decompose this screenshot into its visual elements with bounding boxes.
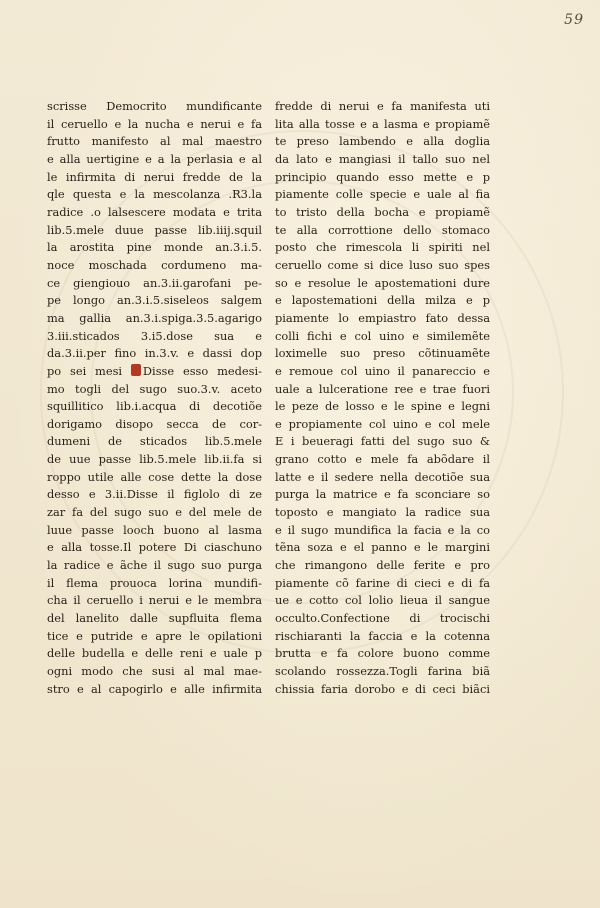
text-line-content: il ceruello e la nucha e nerui e fa <box>47 116 262 131</box>
text-line <box>47 345 262 363</box>
text-line <box>47 592 262 610</box>
text-line-content: tẽna soza e el panno e le margini <box>275 540 490 555</box>
text-line <box>47 292 262 310</box>
text-line-content: ce giengiouo an.3.ii.garofani pe- <box>47 275 262 290</box>
text-line <box>275 504 490 522</box>
text-line-content: e remoue col uino il panareccio e <box>275 363 490 378</box>
text-line-content: po sei mesi <box>47 363 123 378</box>
text-line <box>275 98 490 116</box>
text-line-content: principio quando esso mette e p <box>275 169 490 184</box>
text-line <box>47 363 262 381</box>
text-line <box>47 451 262 469</box>
text-line <box>275 486 490 504</box>
text-line <box>47 310 262 328</box>
text-line <box>275 310 490 328</box>
text-line-content: e lapostemationi della milza e p <box>275 293 490 308</box>
text-line-content: toposto e mangiato la radice sua <box>275 505 490 520</box>
text-line-content: tice e putride e apre le opilationi <box>47 628 262 643</box>
text-line <box>47 222 262 240</box>
text-line-content: desso e 3.ii.Disse il figlolo di ze <box>47 487 262 502</box>
text-line-content: loximelle suo preso cõtinuamẽte <box>275 346 490 361</box>
text-line-content: uale a lulceratione ree e trae fuori <box>275 381 490 396</box>
text-line-content: 3.iii.sticados 3.i5.dose sua e <box>47 328 262 343</box>
text-line <box>47 681 262 699</box>
text-line-content: ma gallia an.3.i.spiga.3.5.agarigo <box>47 310 262 325</box>
text-line <box>47 151 262 169</box>
text-line <box>275 557 490 575</box>
text-line <box>275 381 490 399</box>
text-line <box>47 98 262 116</box>
text-line <box>47 469 262 487</box>
text-line-content: lita alla tosse e a lasma e propiamẽ <box>275 116 490 131</box>
text-line-content: zar fa del sugo suo e del mele de <box>47 505 262 520</box>
text-line-content: stro e al capogirlo e alle infirmita <box>47 681 262 696</box>
text-line-content: roppo utile alle cose dette la dose <box>47 469 262 484</box>
text-line-content: te alla corrottione dello stomaco <box>275 222 490 237</box>
text-line-content: qle questa e la mescolanza .R3.la <box>47 187 262 202</box>
text-line-content: posto che rimescola li spiriti nel <box>275 240 490 255</box>
text-line <box>47 239 262 257</box>
text-line-content: da.3.ii.per fino in.3.v. e dassi dop <box>47 346 262 361</box>
text-line-content: frutto manifesto al mal maestro <box>47 134 262 149</box>
text-line-content: piamente cõ farine di cieci e di fa <box>275 575 490 590</box>
text-line <box>47 328 262 346</box>
text-line-content: te preso lambendo e alla doglia <box>275 134 490 149</box>
text-line-content: chissia faria dorobo e di ceci biãci <box>275 681 490 696</box>
text-line <box>275 257 490 275</box>
text-line <box>275 522 490 540</box>
text-line <box>275 116 490 134</box>
text-line-content: da lato e mangiasi il tallo suo nel <box>275 151 490 166</box>
text-line-content: lib.5.mele duue passe lib.iiij.squil <box>47 222 262 237</box>
text-line <box>47 116 262 134</box>
text-line <box>275 433 490 451</box>
text-line <box>47 539 262 557</box>
text-line <box>275 469 490 487</box>
text-line-content: scolando rossezza.Togli farina biã <box>275 664 490 678</box>
text-line-content: fredde di nerui e fa manifesta uti <box>275 99 490 113</box>
text-line-content: ogni modo che susi al mal mae- <box>47 664 262 678</box>
text-line <box>275 239 490 257</box>
text-line <box>275 133 490 151</box>
text-line-content: so e resolue le apostemationi dure <box>275 275 490 290</box>
text-line-content: le infirmita di nerui fredde de la <box>47 169 262 184</box>
text-line-content: colli fichi e col uino e similemẽte <box>275 328 490 343</box>
text-line-content: mo togli del sugo suo.3.v. aceto <box>47 381 262 396</box>
text-line <box>47 610 262 628</box>
text-line <box>47 257 262 275</box>
text-line <box>47 557 262 575</box>
text-line <box>275 592 490 610</box>
text-line <box>47 275 262 293</box>
text-line <box>47 628 262 646</box>
right-text-column <box>275 98 490 698</box>
text-line <box>275 275 490 293</box>
text-line <box>275 204 490 222</box>
text-line-content: del lanelito dalle supfluita flema <box>47 611 262 626</box>
text-line-content: delle budella e delle reni e uale p <box>47 646 262 661</box>
text-line-content: e il sugo mundifica la facia e la co <box>275 522 490 537</box>
text-line <box>275 151 490 169</box>
text-line-content: il flema prouoca lorina mundifi- <box>47 575 262 590</box>
rubricated-line-suffix: Disse esso medesi- <box>142 363 262 378</box>
text-line-content: luue passe looch buono al lasma <box>47 522 262 537</box>
text-line <box>275 169 490 187</box>
text-line-content: piamente lo empiastro fato dessa <box>275 310 490 325</box>
left-text-column <box>47 98 262 698</box>
text-line-content: occulto.Confectione di trocischi <box>275 611 490 626</box>
text-line <box>47 204 262 222</box>
text-line <box>47 169 262 187</box>
text-line-content: squillitico lib.i.acqua di decotiõe <box>47 399 262 414</box>
text-line <box>275 539 490 557</box>
text-line-content: to tristo della bocha e propiamẽ <box>275 204 490 219</box>
text-line-content: noce moschada cordumeno ma- <box>47 257 262 272</box>
text-line <box>47 575 262 593</box>
text-line-content: scrisse Democrito mundificante <box>47 99 262 113</box>
text-line <box>47 486 262 504</box>
text-line <box>47 398 262 416</box>
text-line <box>47 133 262 151</box>
text-line <box>47 186 262 204</box>
text-line-content: dumeni de sticados lib.5.mele <box>47 434 262 449</box>
text-line <box>275 451 490 469</box>
text-line-content: e alla tosse.Il potere Di ciaschuno <box>47 540 262 555</box>
text-line-content: la radice e ãche il sugo suo purga <box>47 558 262 573</box>
text-line-content: ceruello come si dice luso suo spes <box>275 257 490 272</box>
text-line <box>275 328 490 346</box>
text-line <box>275 398 490 416</box>
folio-number: 59 <box>564 12 584 28</box>
text-line-content: brutta e fa colore buono comme <box>275 646 490 661</box>
text-line <box>275 363 490 381</box>
text-line <box>47 504 262 522</box>
text-line-content: grano cotto e mele fa abõdare il <box>275 452 490 467</box>
text-line <box>275 628 490 646</box>
text-line <box>275 610 490 628</box>
text-line <box>275 186 490 204</box>
text-line-content: latte e il sedere nella decotiõe sua <box>275 469 490 484</box>
text-line-content: cha il ceruello i nerui e le membra <box>47 593 262 608</box>
text-line <box>275 345 490 363</box>
text-line-content: de uue passe lib.5.mele lib.ii.fa si <box>47 452 262 467</box>
text-line <box>47 381 262 399</box>
text-line-content: pe longo an.3.i.5.siseleos salgem <box>47 293 262 308</box>
text-line <box>275 681 490 699</box>
text-line-content: che rimangono delle ferite e pro <box>275 558 490 573</box>
text-line-content: e alla uertigine e a la perlasia e al <box>47 151 262 166</box>
text-line-content: e propiamente col uino e col mele <box>275 416 490 431</box>
text-line-content: rischiaranti la faccia e la cotenna <box>275 628 490 643</box>
text-line <box>47 645 262 663</box>
text-line-content: E i beueragi fatti del sugo suo & <box>275 434 490 449</box>
text-line <box>275 663 490 681</box>
text-line <box>47 433 262 451</box>
text-line-content: radice .o lalsescere modata e trita <box>47 204 262 219</box>
text-line <box>275 575 490 593</box>
rubricated-paragraph-mark <box>131 364 141 376</box>
text-line-content: purga la matrice e fa sconciare so <box>275 487 490 502</box>
text-line <box>275 222 490 240</box>
text-line <box>275 416 490 434</box>
text-line <box>47 522 262 540</box>
text-line <box>275 645 490 663</box>
text-line <box>47 416 262 434</box>
text-line-content: piamente colle specie e uale al fia <box>275 187 490 202</box>
text-line <box>47 663 262 681</box>
text-line <box>275 292 490 310</box>
text-line-content: le peze de losso e le spine e legni <box>275 399 490 414</box>
text-line-content: ue e cotto col lolio lieua il sangue <box>275 593 490 608</box>
text-line-content: dorigamo disopo secca de cor- <box>47 416 262 431</box>
text-line-content: la arostita pine monde an.3.i.5. <box>47 240 262 255</box>
